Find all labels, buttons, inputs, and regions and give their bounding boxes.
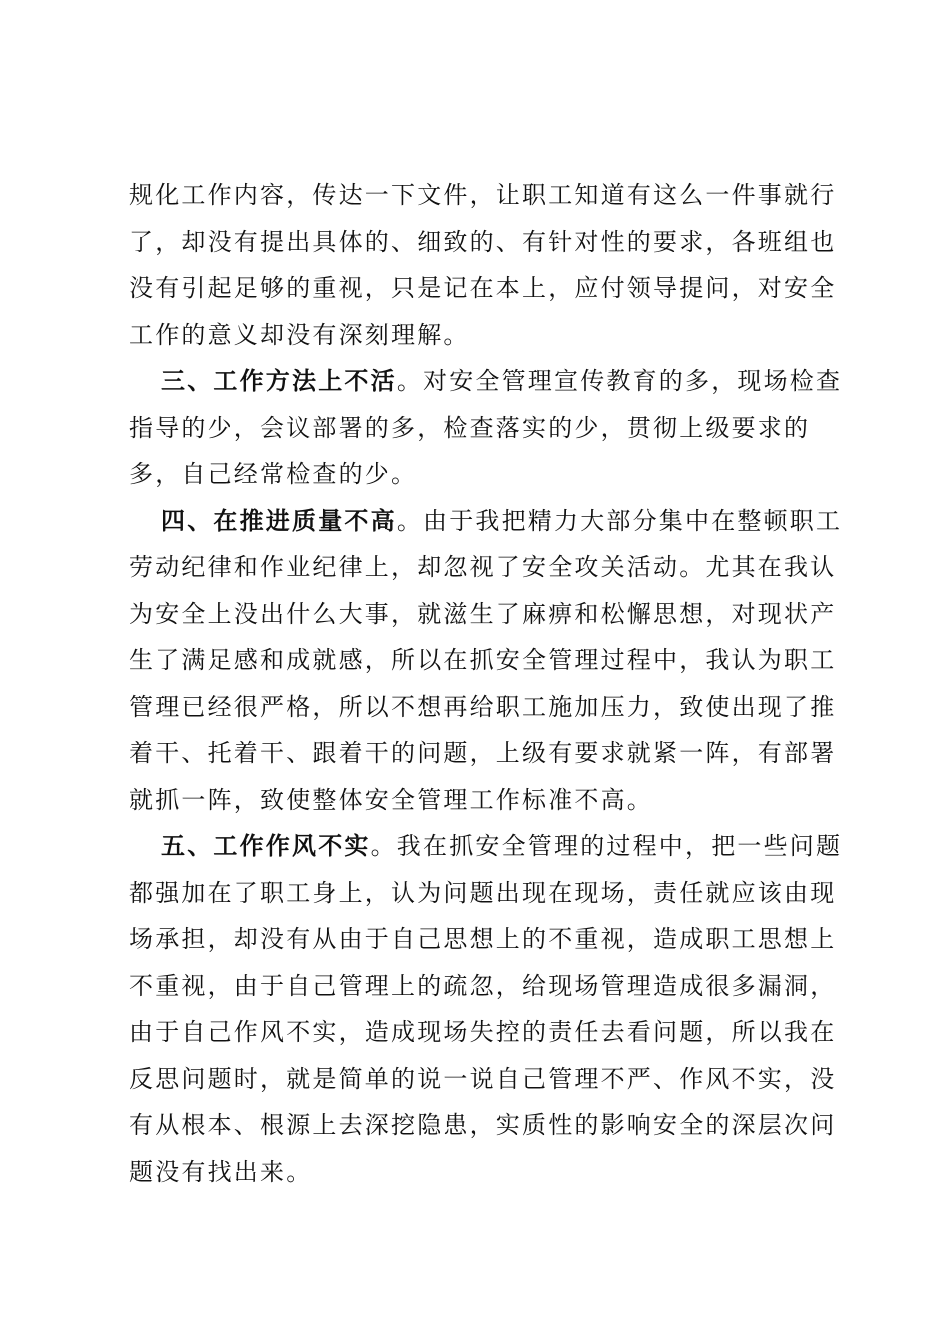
text-line: 工作的意义却没有深刻理解。: [129, 321, 470, 349]
text-line: 规化工作内容，传达一下文件，让职工知道有这么一件事就行: [129, 181, 837, 209]
section-heading: 四、在推进质量不高: [161, 507, 397, 535]
text-line: 不重视，由于自己管理上的疏忽，给现场管理造成很多漏洞，: [129, 972, 837, 1000]
paragraph-first-line: [161, 501, 861, 541]
paragraph-first-line: [161, 361, 861, 401]
text-line: 劳动纪律和作业纪律上，却忽视了安全攻关活动。尤其在我认: [129, 553, 837, 581]
text-run: 。对安全管理宣传教育的多，现场检查: [396, 367, 843, 395]
text-line: 管理已经很严格，所以不想再给职工施加压力，致使出现了推: [129, 693, 837, 721]
text-line: 没有引起足够的重视，只是记在本上，应付领导提问，对安全: [129, 274, 837, 302]
text-line: 反思问题时，就是简单的说一说自己管理不严、作风不实，没: [129, 1065, 837, 1093]
text-line: 多，自己经常检查的少。: [129, 460, 418, 488]
text-line: 有从根本、根源上去深挖隐患，实质性的影响安全的深层次问: [129, 1111, 837, 1139]
text-run: 。我在抓安全管理的过程中，把一些问题: [370, 832, 843, 860]
text-line: 都强加在了职工身上，认为问题出现在现场，责任就应该由现: [129, 879, 837, 907]
text-line: 就抓一阵，致使整体安全管理工作标准不高。: [129, 786, 653, 814]
text-line: 为安全上没出什么大事，就滋生了麻痹和松懈思想，对现状产: [129, 600, 837, 628]
text-line: 场承担，却没有从由于自己思想上的不重视，造成职工思想上: [129, 925, 837, 953]
text-line: 由于自己作风不实，造成现场失控的责任去看问题，所以我在: [129, 1018, 837, 1046]
section-heading: 五、工作作风不实: [161, 832, 371, 860]
text-run: 。由于我把精力大部分集中在整顿职工: [396, 507, 843, 535]
text-line: 指导的少，会议部署的多，检查落实的少，贯彻上级要求的: [129, 414, 811, 442]
paragraph-first-line: [161, 826, 861, 866]
text-line: 着干、托着干、跟着干的问题，上级有要求就紧一阵，有部署: [129, 739, 837, 767]
text-line: 了，却没有提出具体的、细致的、有针对性的要求，各班组也: [129, 228, 837, 256]
text-line: 题没有找出来。: [129, 1158, 313, 1186]
section-heading: 三、工作方法上不活: [161, 367, 397, 395]
text-line: 生了满足感和成就感，所以在抓安全管理过程中，我认为职工: [129, 646, 837, 674]
